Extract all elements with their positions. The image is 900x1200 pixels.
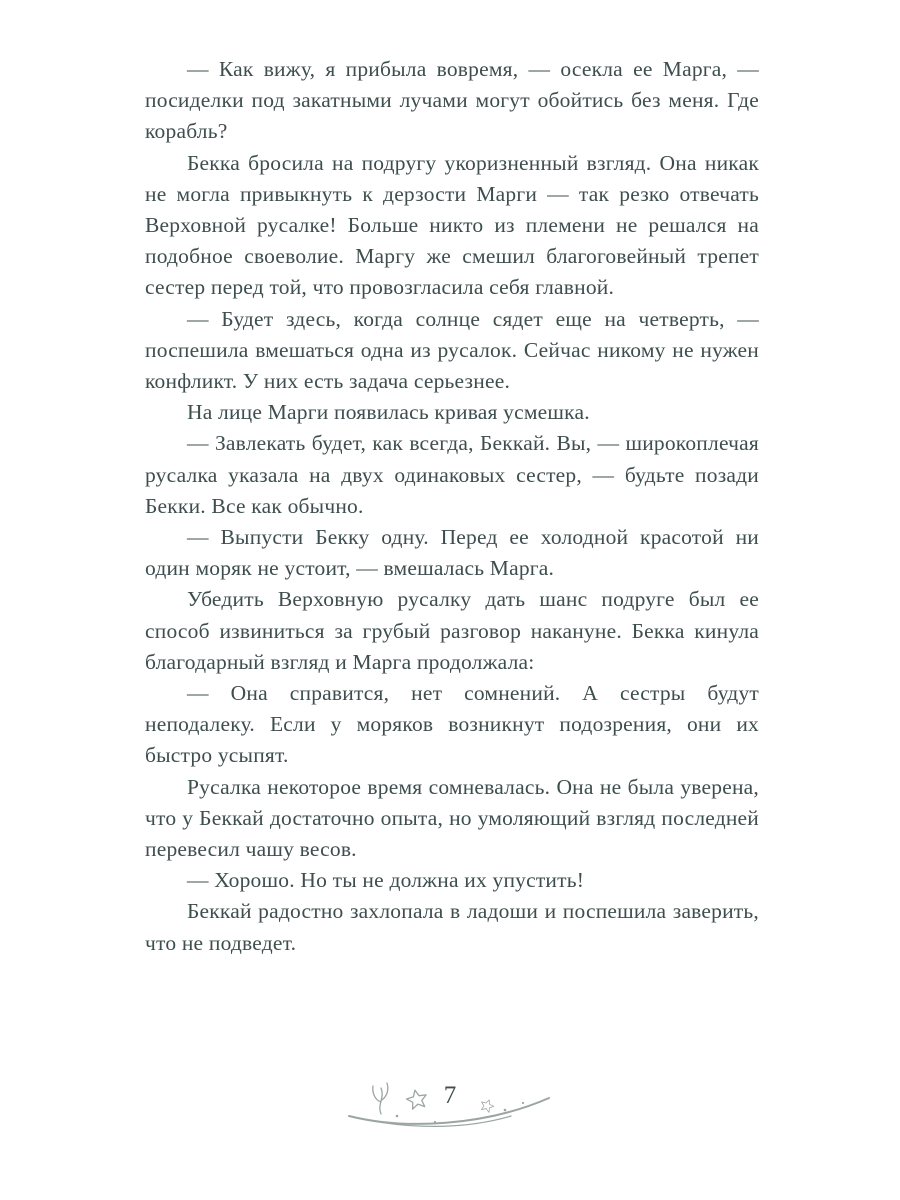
page-number: 7 — [443, 1082, 457, 1109]
page-text — [145, 54, 759, 959]
page-footer — [0, 1070, 900, 1142]
page-number-ornament — [335, 1070, 565, 1142]
paragraph: — Будет здесь, когда солнце сядет еще на четверть, — поспешила вмешаться одна из русалок. Сейчас никому не нужен конфликт. У них есть задача серьезнее. — [145, 306, 759, 394]
paragraph: — Она справится, нет сомнений. А сестры будут неподалеку. Если у моряков возникнут подозрения, они их быстро усыпят. — [145, 681, 759, 768]
paragraph: — Хорошо. Но ты не должна их упустить! — [187, 868, 585, 893]
paragraph: Бекка бросила на подругу укоризненный взгляд. Она никак не могла привыкнуть к дерзости Марги — так резко отвечать Верховной русалке! Больше никто из племени не решался на подобное своеволие. Маргу же смешил благоговейный трепет сестер перед той, что провозгласила себя главной. — [145, 150, 759, 300]
paragraph: — Завлекать будет, как всегда, Беккай. Вы, — широкоплечая русалка указала на двух одинаковых сестер, — будьте позади Бекки. Все как обычно. — [145, 431, 759, 518]
paragraph: Убедить Верховную русалку дать шанс подруге был ее способ извиниться за грубый разговор накануне. Бекка кинула благодарный взгляд и Марга продолжала: — [145, 587, 759, 674]
paragraph: — Как вижу, я прибыла вовремя, — осекла ее Марга, — посиделки под закатными лучами могут обойтись без меня. Где корабль? — [145, 57, 759, 144]
paragraph: Русалка некоторое время сомневалась. Она не была уверена, что у Беккай достаточно опыта, но умоляющий взгляд последней перевесил чашу весов. — [145, 774, 759, 862]
paragraph: На лице Марги появилась кривая усмешка. — [187, 400, 590, 425]
paragraph: Беккай радостно захлопала в ладоши и поспешила заверить, что не подведет. — [145, 899, 759, 955]
paragraph: — Выпусти Бекку одну. Перед ее холодной красотой ни один моряк не устоит, — вмешалась Марга. — [145, 525, 759, 581]
